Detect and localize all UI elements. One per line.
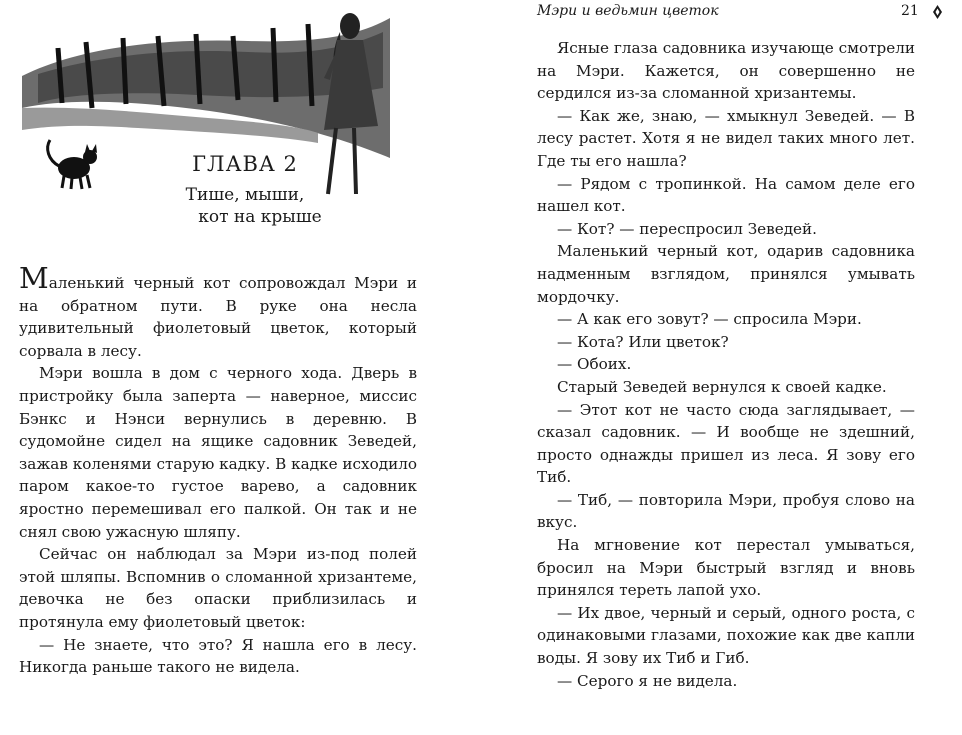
drop-cap: М: [19, 261, 49, 295]
paragraph: — Не знаете, что это? Я нашла его в лесу. Никогда раньше такого не видела.: [19, 635, 417, 677]
paragraph: Мэри вошла в дом с черного хода. Дверь в пристройку была заперта — наверное, миссис Бэнкс и Нэнси вернулись в деревню. В судомойне сидел на ящике садовник Зеведей, зажав коленями старую кадку. В кадке исходило паром какое-то густое варево, а садовник яростно перемешивал его палкой. Он так и не снял свою ужасную шляпу.: [19, 364, 417, 541]
right-body-text: [537, 37, 915, 692]
paragraph: Маленький черный кот сопровождал Мэри и на обратном пути. В руке она несла удивительный фиолетовый цветок, который сорвала в лесу.: [19, 261, 417, 360]
paragraph: — Тиб, — повторила Мэри, пробуя слово на вкус.: [537, 490, 915, 532]
paragraph: Старый Зеведей вернулся к своей кадке.: [557, 377, 887, 396]
chapter-number: ГЛАВА 2: [192, 152, 298, 176]
paragraph: — Рядом с тропинкой. На самом деле его нашел кот.: [537, 174, 915, 216]
paragraph: — Как же, знаю, — хмыкнул Зеведей. — В лесу растет. Хотя я не видел таких много лет. Где ты его нашла?: [537, 106, 915, 170]
paragraph: — Серого я не видела.: [557, 671, 738, 690]
black-cat-icon: [48, 140, 97, 189]
diamond-ornament-icon: [933, 5, 942, 19]
paragraph: — Обоих.: [557, 355, 632, 374]
left-body-text: [19, 261, 417, 679]
paragraph: — Их двое, черный и серый, одного роста, с одинаковыми глазами, похожие как две капли воды. Я зову их Тиб и Гиб.: [537, 603, 915, 668]
chapter-heading: [150, 152, 340, 228]
paragraph: Сейчас он наблюдал за Мэри из-под полей этой шляпы. Вспомнив о сломанной хризантеме, девочка не без опаски приблизилась и протянула ему фиолетовый цветок:: [19, 545, 417, 631]
paragraph: — Кота? Или цветок?: [557, 332, 729, 351]
running-head: Мэри и ведьмин цветок: [537, 3, 719, 19]
chapter-title-line-1: Тише, мыши,: [185, 185, 305, 205]
page-number: 21: [901, 3, 919, 19]
chapter-title-line-2: кот на крыше: [198, 207, 322, 227]
paragraph: Ясные глаза садовника изучающе смотрели на Мэри. Кажется, он совершенно не сердился из-за сломанной хризантемы.: [537, 39, 915, 103]
paragraph: — А как его зовут? — спросила Мэри.: [557, 310, 862, 329]
paragraph: На мгновение кот перестал умываться, бросил на Мэри быстрый взгляд и вновь принялся тереть лапой ухо.: [537, 536, 915, 600]
right-page: [481, 0, 962, 735]
paragraph: Маленький черный кот, одарив садовника надменным взглядом, принялся умывать мордочку.: [537, 242, 915, 306]
chapter-title: [150, 184, 340, 228]
paragraph: — Этот кот не часто сюда заглядывает, — сказал садовник. — И вообще не здешний, просто однажды пришел из леса. Я зову его Тиб.: [537, 400, 915, 487]
paragraph: — Кот? — переспросил Зеведей.: [557, 219, 817, 238]
